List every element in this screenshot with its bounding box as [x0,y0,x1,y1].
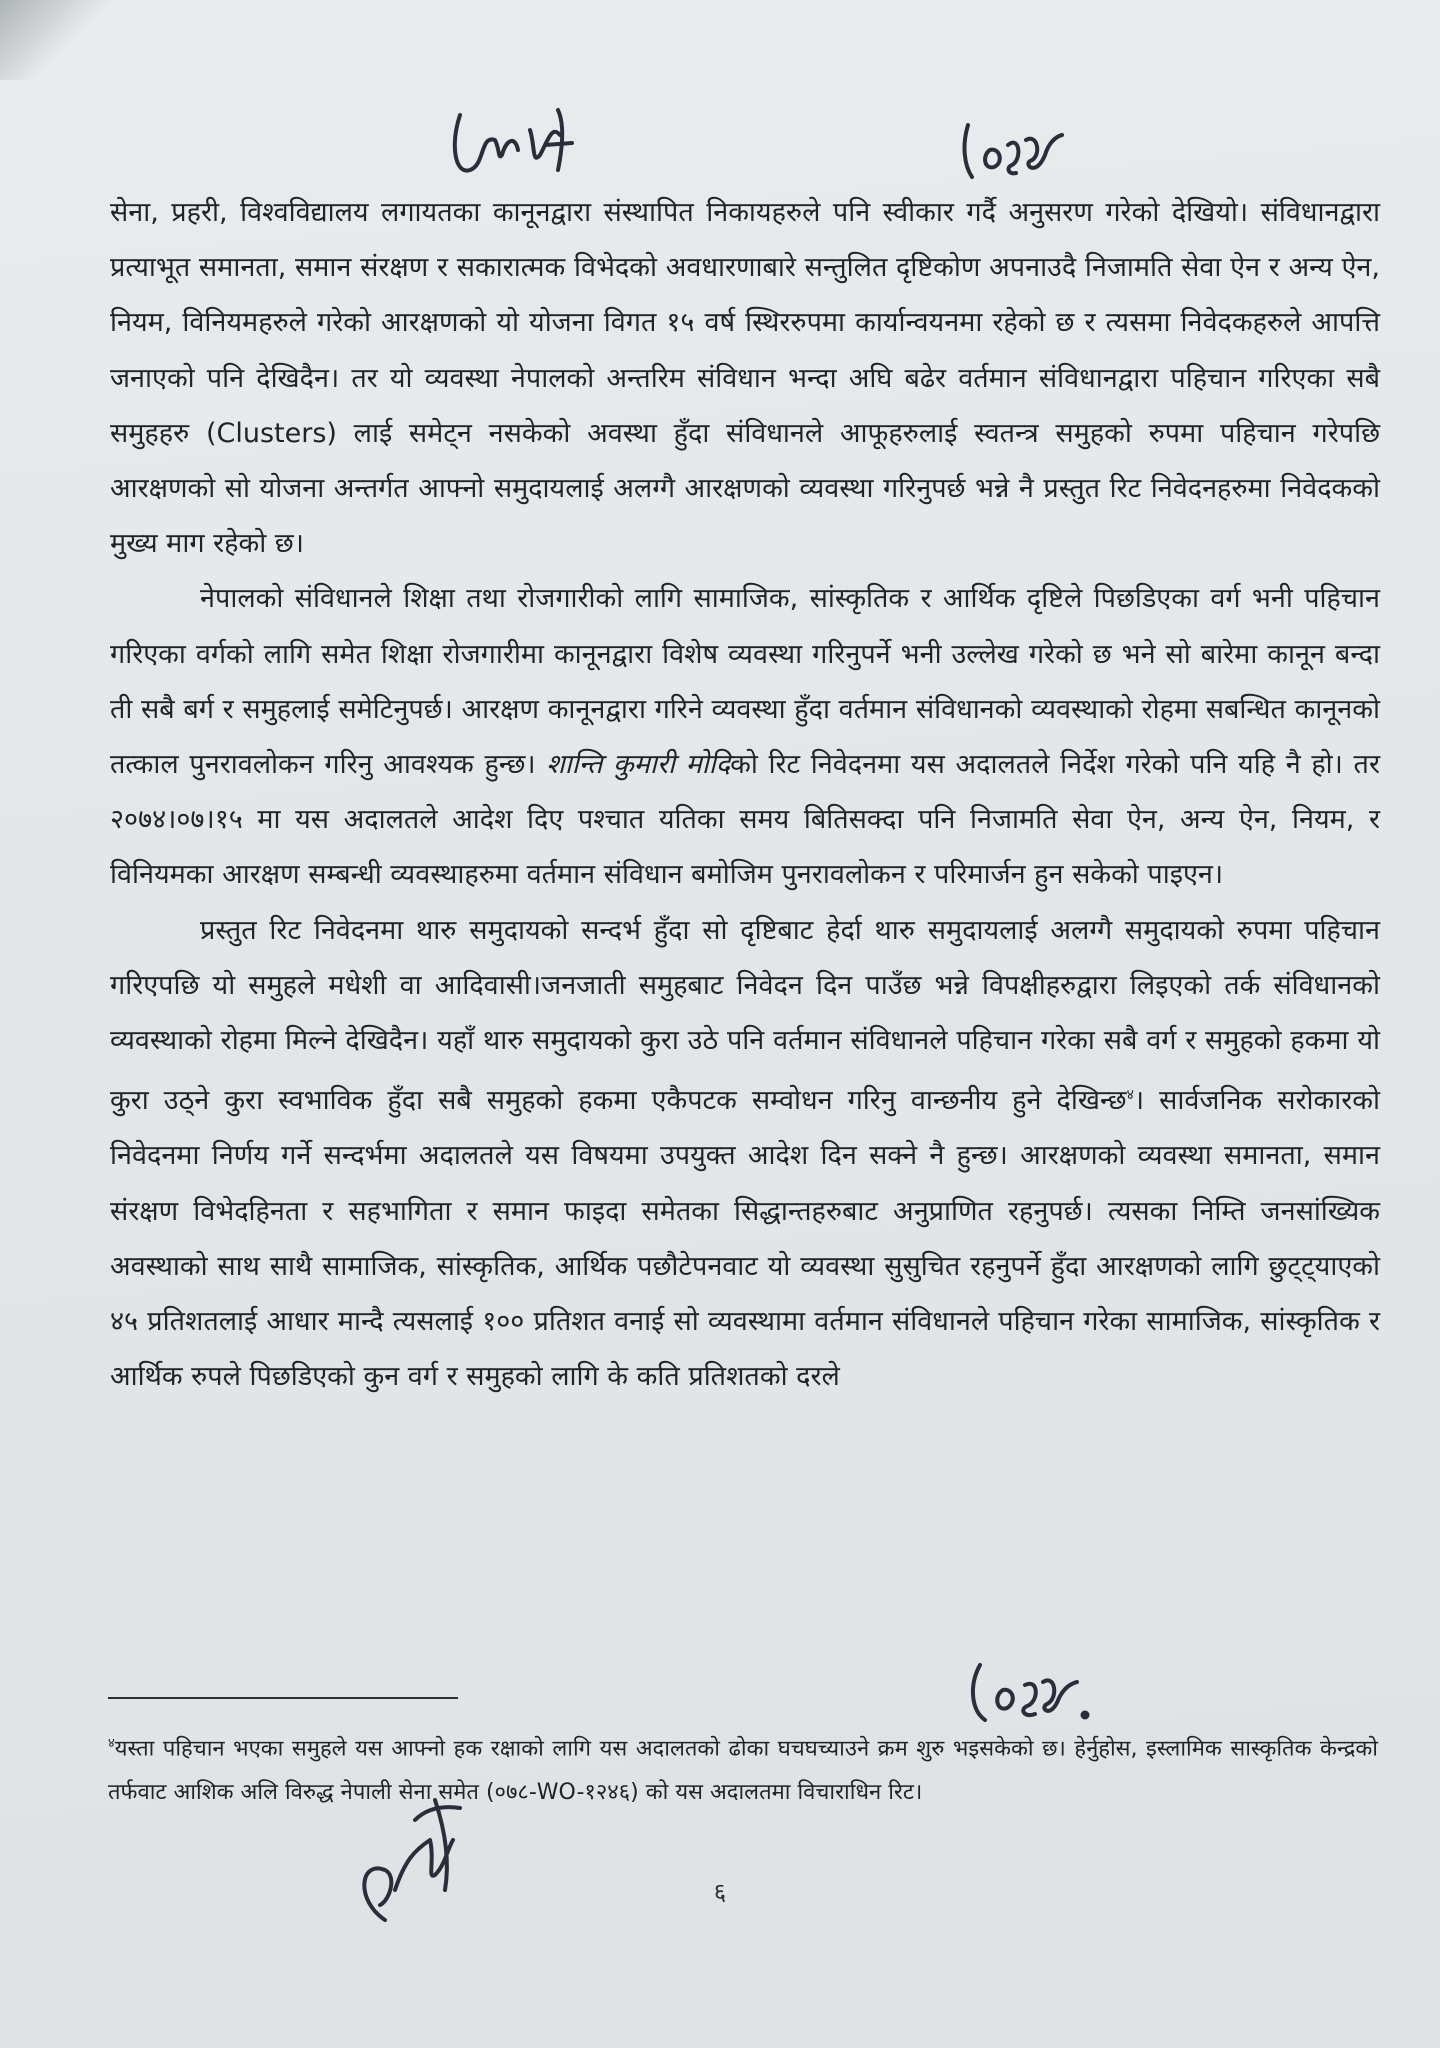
paragraph-2-text: नेपालको संविधानले शिक्षा तथा रोजगारीको लागि सामाजिक, सांस्कृतिक र आर्थिक दृष्टिले पिछडिएका वर्ग भनी पहिचान गरिएका वर्गको लागि समेत शिक्षा रोजगारीमा कानूनद्वारा विशेष व्यवस्था गरिनुपर्ने भनी उल्लेख गरेको छ भने सो बारेमा कानून बन्दा ती सबै बर्ग र समुहलाई समेटिनुपर्छ। आरक्षण कानूनद्वारा गरिने व्यवस्था हुँदा वर्तमान संविधानको व्यवस्थाको रोहमा सबन्धित कानूनको तत्काल पुनरावलोकन गरिनु आवश्यक हुन्छ। [110,583,1380,781]
case-name: शान्ति कुमारी मोदि [546,749,731,781]
top-left-signature [440,95,590,190]
footnote [108,1722,1378,1815]
footnote-marker: ४ [108,1736,115,1751]
footnote-reference: ४ [1126,1087,1134,1104]
page-number: ६ [713,1878,727,1906]
page-corner-shadow [0,0,120,80]
paragraph-3-continuation: । सार्वजनिक सरोकारको निवेदनमा निर्णय गर्ने सन्दर्भमा अदालतले यस विषयमा उपयुक्त आदेश दिन सक्ने नै हुन्छ। आरक्षणको व्यवस्था समानता, समान संरक्षण विभेदहिनता र सहभागिता र समान फाइदा समेतका सिद्धान्तहरुबाट अनुप्राणित रहनुपर्छ। त्यसका निम्ति जनसांख्यिक अवस्थाको साथ साथै सामाजिक, सांस्कृतिक, आर्थिक पछौटेपनवाट यो व्यवस्था सुसुचित रहनुपर्ने हुँदा आरक्षणको लागि छुट्ट्याएको ४५ प्रतिशतलाई आधार मान्दै त्यसलाई १०० प्रतिशत वनाई सो व्यवस्थामा वर्तमान संविधानले पहिचान गरेका सामाजिक, सांस्कृतिक र आर्थिक रुपले पिछडिएको कुन वर्ग र समुहको लागि के कति प्रतिशतको दरले [110,1085,1380,1393]
footnote-divider [108,1697,458,1699]
footnote-text: यस्ता पहिचान भएका समुहले यस आफ्नो हक रक्षाको लागि यस अदालतको ढोका घचघच्याउने क्रम शुरु भइसकेको छ। हेर्नुहोस, इस्लामिक सास्कृतिक केन्द्रको तर्फवाट आशिक अलि विरुद्ध नेपाली सेना समेत (०७८-WO-१२४६) को यस अदालतमा विचाराधिन रिट। [108,1736,1378,1806]
body-text [110,185,1380,1404]
paragraph-1: सेना, प्रहरी, विश्वविद्यालय लगायतका कानूनद्वारा संस्थापित निकायहरुले पनि स्वीकार गर्दै अनुसरण गरेको देखियो। संविधानद्वारा प्रत्याभूत समानता, समान संरक्षण र सकारात्मक विभेदको अवधारणाबारे सन्तुलित दृष्टिकोण अपनाउदै निजामति सेवा ऐन र अन्य ऐन, नियम, विनियमहरुले गरेको आरक्षणको यो योजना विगत १५ वर्ष स्थिररुपमा कार्यान्वयनमा रहेको छ र त्यसमा निवेदकहरुले आपत्ति जनाएको पनि देखिदैन। तर यो व्यवस्था नेपालको अन्तरिम संविधान भन्दा अघि बढेर वर्तमान संविधानद्वारा पहिचान गरिएका सबै समुहहरु (Clusters) लाई समेट्न नसकेको अवस्था हुँदा संविधानले आफूहरुलाई स्वतन्त्र समुहको रुपमा पहिचान गरेपछि आरक्षणको सो योजना अन्तर्गत आफ्नो समुदायलाई अलग्गै आरक्षणको व्यवस्था गरिनुपर्छ भन्ने नै प्रस्तुत रिट निवेदनहरुमा निवेदकको मुख्य माग रहेको छ। [110,197,1381,560]
paragraph-2-continuation: को रिट निवेदनमा यस अदालतले निर्देश गरेको पनि यहि नै हो। तर २०७४।०७।१५ मा यस अदालतले आदेश दिए पश्चात यतिका समय बितिसक्दा पनि निजामति सेवा ऐन, अन्य ऐन, नियम, र विनियमका आरक्षण सम्बन्धी व्यवस्थाहरुमा वर्तमान संविधान बमोजिम पुनरावलोकन र परिमार्जन हुन सकेको पाइएन। [110,749,1380,891]
bottom-number-signature [955,1640,1095,1730]
top-right-signature [950,95,1070,190]
paragraph-3-text: प्रस्तुत रिट निवेदनमा थारु समुदायको सन्दर्भ हुँदा सो दृष्टिबाट हेर्दा थारु समुदायलाई अलग्गै समुदायको रुपमा पहिचान गरिएपछि यो समुहले मधेशी वा आदिवासी।जनजाती समुहबाट निवेदन दिन पाउँछ भन्ने विपक्षीहरुद्वारा लिइएको तर्क संविधानको व्यवस्थाको रोहमा मिल्ने देखिदैन। यहाँ थारु समुदायको कुरा उठे पनि वर्तमान संविधानले पहिचान गरेका सबै वर्ग र समुहको हकमा यो कुरा उठ्ने कुरा स्वभाविक हुँदा सबै समुहको हकमा एकैपटक सम्वोधन गरिनु वान्छनीय हुने देखिन्छ [110,914,1380,1117]
paragraph-2 [110,571,1380,902]
paragraph-3 [110,903,1380,1405]
